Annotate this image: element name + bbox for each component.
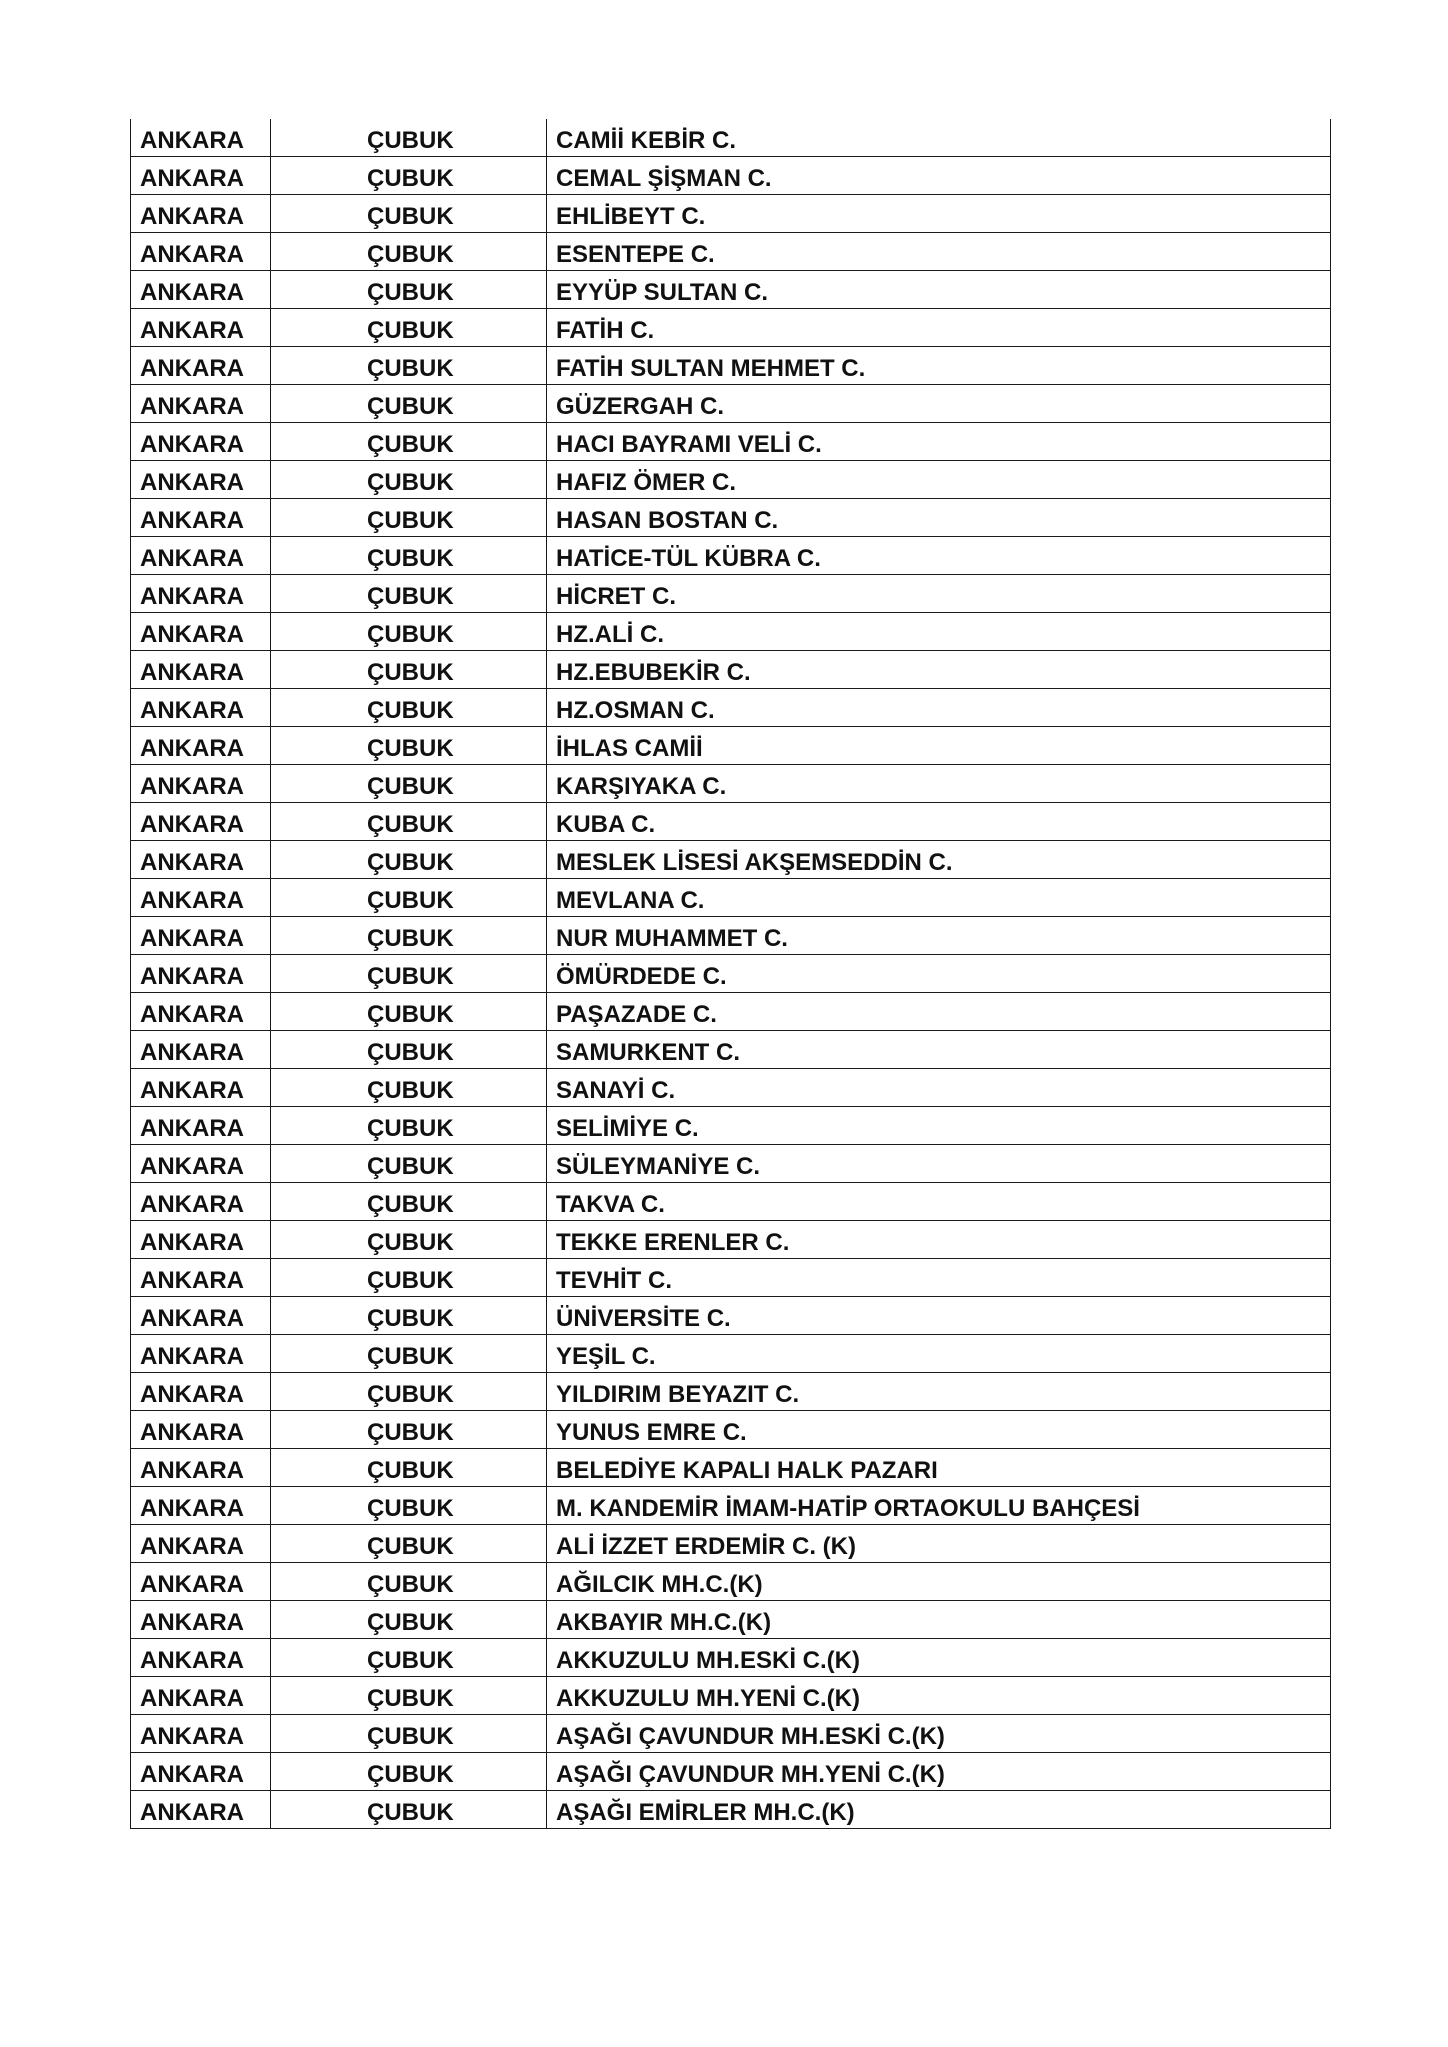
table-row	[131, 765, 1331, 803]
location-cell: HZ.ALİ C.	[547, 613, 1331, 651]
district-cell: ÇUBUK	[271, 955, 547, 993]
location-cell: TEKKE ERENLER C.	[547, 1221, 1331, 1259]
table-row	[131, 1373, 1331, 1411]
district-cell: ÇUBUK	[271, 157, 547, 195]
district-cell: ÇUBUK	[271, 993, 547, 1031]
province-cell: ANKARA	[131, 1487, 271, 1525]
table-row	[131, 1791, 1331, 1829]
table-row	[131, 651, 1331, 689]
district-cell: ÇUBUK	[271, 1297, 547, 1335]
table-row	[131, 347, 1331, 385]
district-cell: ÇUBUK	[271, 689, 547, 727]
province-cell: ANKARA	[131, 423, 271, 461]
district-cell: ÇUBUK	[271, 537, 547, 575]
province-cell: ANKARA	[131, 651, 271, 689]
table-row	[131, 993, 1331, 1031]
table-row	[131, 461, 1331, 499]
district-cell: ÇUBUK	[271, 1639, 547, 1677]
location-cell: CEMAL ŞİŞMAN C.	[547, 157, 1331, 195]
district-cell: ÇUBUK	[271, 1791, 547, 1829]
province-cell: ANKARA	[131, 537, 271, 575]
table-row	[131, 157, 1331, 195]
table-row	[131, 727, 1331, 765]
location-cell: YEŞİL C.	[547, 1335, 1331, 1373]
province-cell: ANKARA	[131, 803, 271, 841]
province-cell: ANKARA	[131, 1525, 271, 1563]
location-cell: KUBA C.	[547, 803, 1331, 841]
province-cell: ANKARA	[131, 1677, 271, 1715]
location-cell: HİCRET C.	[547, 575, 1331, 613]
district-cell: ÇUBUK	[271, 1677, 547, 1715]
table-row	[131, 1715, 1331, 1753]
location-cell: GÜZERGAH C.	[547, 385, 1331, 423]
province-cell: ANKARA	[131, 765, 271, 803]
district-cell: ÇUBUK	[271, 195, 547, 233]
location-cell: AKKUZULU MH.YENİ C.(K)	[547, 1677, 1331, 1715]
province-cell: ANKARA	[131, 385, 271, 423]
table-row	[131, 689, 1331, 727]
province-cell: ANKARA	[131, 1753, 271, 1791]
location-cell: ALİ İZZET ERDEMİR C. (K)	[547, 1525, 1331, 1563]
province-cell: ANKARA	[131, 1563, 271, 1601]
location-cell: AKKUZULU MH.ESKİ C.(K)	[547, 1639, 1331, 1677]
location-cell: FATİH SULTAN MEHMET C.	[547, 347, 1331, 385]
table-row	[131, 499, 1331, 537]
district-cell: ÇUBUK	[271, 1487, 547, 1525]
province-cell: ANKARA	[131, 727, 271, 765]
province-cell: ANKARA	[131, 157, 271, 195]
district-cell: ÇUBUK	[271, 1183, 547, 1221]
location-cell: TEVHİT C.	[547, 1259, 1331, 1297]
district-cell: ÇUBUK	[271, 1031, 547, 1069]
province-cell: ANKARA	[131, 1715, 271, 1753]
province-cell: ANKARA	[131, 575, 271, 613]
location-cell: SÜLEYMANİYE C.	[547, 1145, 1331, 1183]
district-cell: ÇUBUK	[271, 651, 547, 689]
province-cell: ANKARA	[131, 309, 271, 347]
location-cell: ESENTEPE C.	[547, 233, 1331, 271]
province-cell: ANKARA	[131, 1601, 271, 1639]
district-cell: ÇUBUK	[271, 575, 547, 613]
location-cell: AŞAĞI ÇAVUNDUR MH.YENİ C.(K)	[547, 1753, 1331, 1791]
location-cell: YUNUS EMRE C.	[547, 1411, 1331, 1449]
district-cell: ÇUBUK	[271, 1221, 547, 1259]
location-cell: CAMİİ KEBİR C.	[547, 119, 1331, 157]
table-row	[131, 423, 1331, 461]
province-cell: ANKARA	[131, 879, 271, 917]
location-cell: HZ.OSMAN C.	[547, 689, 1331, 727]
location-cell: BELEDİYE KAPALI HALK PAZARI	[547, 1449, 1331, 1487]
table-row	[131, 233, 1331, 271]
district-cell: ÇUBUK	[271, 1373, 547, 1411]
province-cell: ANKARA	[131, 1297, 271, 1335]
location-cell: YILDIRIM BEYAZIT C.	[547, 1373, 1331, 1411]
table-row	[131, 1487, 1331, 1525]
table-row	[131, 1753, 1331, 1791]
location-cell: M. KANDEMİR İMAM-HATİP ORTAOKULU BAHÇESİ	[547, 1487, 1331, 1525]
province-cell: ANKARA	[131, 1259, 271, 1297]
location-cell: FATİH C.	[547, 309, 1331, 347]
province-cell: ANKARA	[131, 1411, 271, 1449]
district-cell: ÇUBUK	[271, 613, 547, 651]
location-cell: ÜNİVERSİTE C.	[547, 1297, 1331, 1335]
table-row	[131, 841, 1331, 879]
province-cell: ANKARA	[131, 119, 271, 157]
table-row	[131, 613, 1331, 651]
district-cell: ÇUBUK	[271, 1335, 547, 1373]
table-row	[131, 1031, 1331, 1069]
table-row	[131, 1563, 1331, 1601]
table-row	[131, 1069, 1331, 1107]
table-row	[131, 537, 1331, 575]
province-cell: ANKARA	[131, 1069, 271, 1107]
district-cell: ÇUBUK	[271, 1601, 547, 1639]
table-row	[131, 1601, 1331, 1639]
province-cell: ANKARA	[131, 1373, 271, 1411]
location-cell: HZ.EBUBEKİR C.	[547, 651, 1331, 689]
province-cell: ANKARA	[131, 233, 271, 271]
table-row	[131, 1107, 1331, 1145]
province-cell: ANKARA	[131, 1639, 271, 1677]
table-row	[131, 1411, 1331, 1449]
table-row	[131, 917, 1331, 955]
location-cell: MESLEK LİSESİ AKŞEMSEDDİN C.	[547, 841, 1331, 879]
location-table-body	[131, 119, 1331, 1829]
table-row	[131, 1449, 1331, 1487]
province-cell: ANKARA	[131, 499, 271, 537]
district-cell: ÇUBUK	[271, 917, 547, 955]
province-cell: ANKARA	[131, 613, 271, 651]
district-cell: ÇUBUK	[271, 1563, 547, 1601]
province-cell: ANKARA	[131, 1145, 271, 1183]
location-cell: PAŞAZADE C.	[547, 993, 1331, 1031]
table-row	[131, 1259, 1331, 1297]
district-cell: ÇUBUK	[271, 1715, 547, 1753]
table-row	[131, 1145, 1331, 1183]
district-cell: ÇUBUK	[271, 461, 547, 499]
table-row	[131, 1639, 1331, 1677]
district-cell: ÇUBUK	[271, 1107, 547, 1145]
district-cell: ÇUBUK	[271, 1069, 547, 1107]
location-cell: TAKVA C.	[547, 1183, 1331, 1221]
location-cell: AĞILCIK MH.C.(K)	[547, 1563, 1331, 1601]
province-cell: ANKARA	[131, 1449, 271, 1487]
location-cell: HAFIZ ÖMER C.	[547, 461, 1331, 499]
province-cell: ANKARA	[131, 917, 271, 955]
province-cell: ANKARA	[131, 195, 271, 233]
district-cell: ÇUBUK	[271, 879, 547, 917]
province-cell: ANKARA	[131, 1791, 271, 1829]
location-cell: AŞAĞI EMİRLER MH.C.(K)	[547, 1791, 1331, 1829]
province-cell: ANKARA	[131, 955, 271, 993]
location-cell: SANAYİ C.	[547, 1069, 1331, 1107]
province-cell: ANKARA	[131, 1221, 271, 1259]
location-table	[130, 119, 1331, 1829]
location-cell: SELİMİYE C.	[547, 1107, 1331, 1145]
table-row	[131, 271, 1331, 309]
table-row	[131, 385, 1331, 423]
district-cell: ÇUBUK	[271, 1753, 547, 1791]
location-cell: HATİCE-TÜL KÜBRA C.	[547, 537, 1331, 575]
table-row	[131, 1297, 1331, 1335]
province-cell: ANKARA	[131, 1031, 271, 1069]
province-cell: ANKARA	[131, 841, 271, 879]
table-row	[131, 575, 1331, 613]
table-row	[131, 195, 1331, 233]
district-cell: ÇUBUK	[271, 385, 547, 423]
location-cell: HASAN BOSTAN C.	[547, 499, 1331, 537]
location-cell: SAMURKENT C.	[547, 1031, 1331, 1069]
district-cell: ÇUBUK	[271, 841, 547, 879]
table-row	[131, 1221, 1331, 1259]
table-row	[131, 955, 1331, 993]
location-cell: AKBAYIR MH.C.(K)	[547, 1601, 1331, 1639]
district-cell: ÇUBUK	[271, 233, 547, 271]
province-cell: ANKARA	[131, 1107, 271, 1145]
province-cell: ANKARA	[131, 1335, 271, 1373]
table-row	[131, 1525, 1331, 1563]
location-cell: AŞAĞI ÇAVUNDUR MH.ESKİ C.(K)	[547, 1715, 1331, 1753]
district-cell: ÇUBUK	[271, 727, 547, 765]
location-cell: ÖMÜRDEDE C.	[547, 955, 1331, 993]
location-cell: EHLİBEYT C.	[547, 195, 1331, 233]
district-cell: ÇUBUK	[271, 1259, 547, 1297]
location-cell: KARŞIYAKA C.	[547, 765, 1331, 803]
table-row	[131, 1335, 1331, 1373]
table-row	[131, 119, 1331, 157]
district-cell: ÇUBUK	[271, 1145, 547, 1183]
table-row	[131, 1183, 1331, 1221]
province-cell: ANKARA	[131, 347, 271, 385]
district-cell: ÇUBUK	[271, 803, 547, 841]
province-cell: ANKARA	[131, 271, 271, 309]
district-cell: ÇUBUK	[271, 1525, 547, 1563]
district-cell: ÇUBUK	[271, 1411, 547, 1449]
location-cell: MEVLANA C.	[547, 879, 1331, 917]
district-cell: ÇUBUK	[271, 499, 547, 537]
table-row	[131, 803, 1331, 841]
table-row	[131, 309, 1331, 347]
district-cell: ÇUBUK	[271, 347, 547, 385]
location-cell: İHLAS CAMİİ	[547, 727, 1331, 765]
district-cell: ÇUBUK	[271, 765, 547, 803]
province-cell: ANKARA	[131, 461, 271, 499]
district-cell: ÇUBUK	[271, 423, 547, 461]
province-cell: ANKARA	[131, 689, 271, 727]
district-cell: ÇUBUK	[271, 271, 547, 309]
district-cell: ÇUBUK	[271, 119, 547, 157]
province-cell: ANKARA	[131, 993, 271, 1031]
district-cell: ÇUBUK	[271, 309, 547, 347]
location-cell: HACI BAYRAMI VELİ C.	[547, 423, 1331, 461]
district-cell: ÇUBUK	[271, 1449, 547, 1487]
location-cell: EYYÜP SULTAN C.	[547, 271, 1331, 309]
location-cell: NUR MUHAMMET C.	[547, 917, 1331, 955]
province-cell: ANKARA	[131, 1183, 271, 1221]
table-row	[131, 879, 1331, 917]
table-row	[131, 1677, 1331, 1715]
